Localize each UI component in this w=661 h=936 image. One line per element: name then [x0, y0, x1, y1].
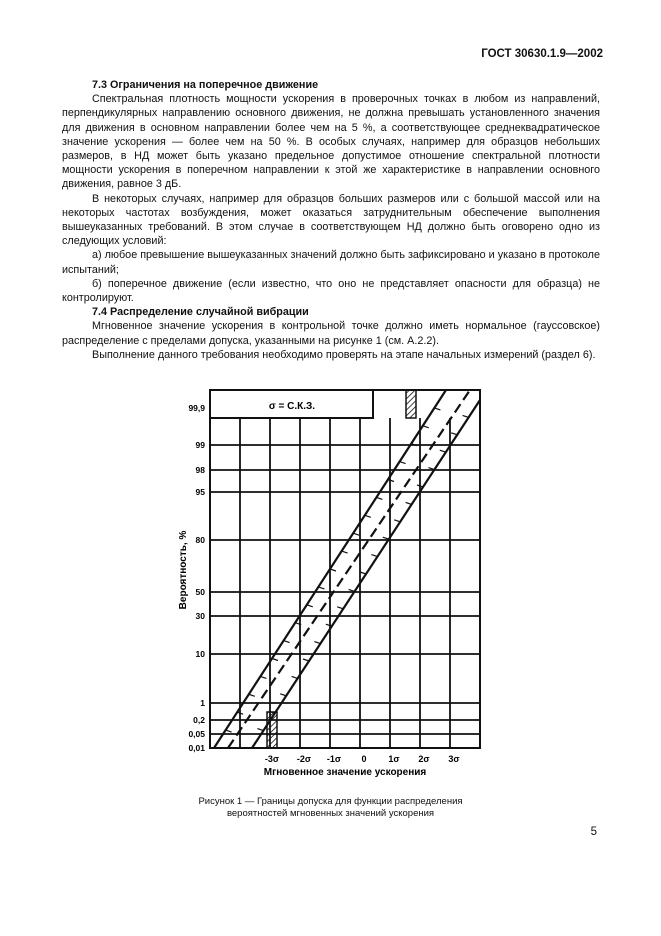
tolerance-tick [226, 730, 232, 732]
paragraph: б) поперечное движение (если известно, что оно не представляет опасности для образца) не контролируют. [62, 277, 600, 305]
y-tick-label: 99,9 [188, 403, 205, 413]
paragraph: а) любое превышение вышеуказанных значений должно быть зафиксировано и указано в протоколе испытаний; [62, 249, 600, 276]
x-tick-label: 3σ [448, 754, 460, 764]
tolerance-tick [337, 607, 343, 609]
tolerance-tick [423, 426, 429, 428]
caption-line: вероятностей мгновенных значений ускорения [226, 808, 435, 819]
y-tick-label: 10 [195, 649, 205, 659]
tolerance-tick [257, 729, 263, 731]
upper-limit-hatch [406, 390, 416, 418]
tolerance-tick [376, 497, 382, 499]
y-tick-label: 0,01 [188, 743, 205, 753]
x-tick-label: -1σ [326, 754, 342, 764]
x-tick-label: 1σ [388, 754, 400, 764]
tolerance-tick [371, 555, 377, 557]
paragraph: Выполнение данного требования необходимо проверять на этапе начальных измерений (раздел 6). [92, 348, 596, 361]
tolerance-tick [440, 450, 446, 452]
y-tick-label: 95 [195, 487, 205, 497]
tolerance-tick [303, 659, 309, 661]
tolerance-tick [292, 676, 298, 678]
figure-caption [0, 796, 661, 820]
tolerance-tick [463, 415, 469, 417]
caption-line: Рисунок 1 — Границы допуска для функции распределения [198, 796, 463, 807]
tolerance-tick [388, 480, 394, 482]
x-tick-label: 2σ [418, 754, 430, 764]
tolerance-tick [406, 502, 412, 504]
section-heading: 7.3 Ограничения на поперечное движение [92, 79, 319, 91]
y-tick-label: 80 [195, 535, 205, 545]
body-text [62, 78, 600, 362]
tolerance-tick [318, 587, 324, 589]
x-tick-labels [265, 754, 460, 764]
tolerance-tick [260, 676, 266, 678]
tolerance-tick [284, 641, 290, 643]
x-axis-label: Мгновенное значение ускорения [263, 767, 427, 778]
y-tick-label: 1 [200, 698, 205, 708]
x-tick-label: -2σ [296, 754, 312, 764]
tolerance-tick [451, 433, 457, 435]
tolerance-tick [383, 537, 389, 539]
probability-chart [170, 380, 490, 790]
paragraph: Спектральная плотность мощности ускорения в проверочных точках в любом из направлений, перпендикулярных направлению основного движения, не должна превышать установленного значения для движения в основном направлении более чем на 5 %, а соответствующее среднеквадратическое значение ускорения — более чем на 50 %. В особых случаях, например для образцов небольших размеров, в НД может быть указано предельное допустимое отношение спектральной плотности мощности ускорения в поперечном направлении к этой же характеристике в направлении основного движения, равное 3 дБ. [62, 93, 600, 191]
y-tick-label: 98 [195, 465, 205, 475]
figure-1 [170, 380, 490, 790]
tolerance-tick [365, 515, 371, 517]
tolerance-lines [214, 390, 480, 748]
grid [210, 418, 480, 748]
page-number: 5 [590, 826, 597, 838]
y-tick-label: 30 [195, 611, 205, 621]
tolerance-tick [314, 642, 320, 644]
tolerance-tick [434, 408, 440, 410]
tolerance-tick [400, 462, 406, 464]
y-tick-label: 99 [195, 440, 205, 450]
paragraph: Мгновенное значение ускорения в контрольной точке должно иметь нормальное (гауссовское) распределение с пределами допуска, указанными на рисунке 1 (см. А.2.2). [62, 320, 600, 347]
tolerance-tick [394, 520, 400, 522]
tolerance-tick [280, 694, 286, 696]
x-tick-label: -3σ [264, 754, 280, 764]
y-tick-label: 0,05 [188, 729, 205, 739]
y-axis-label: Вероятность, % [178, 530, 189, 610]
y-tick-label: 0,2 [193, 715, 205, 725]
paragraph: В некоторых случаях, например для образцов больших размеров или с большой массой или на некоторых частотах возбуждения, может оказаться затруднительным обеспечение выполнения вышеуказанных требований. В этом случае в соответствующем НД должно быть оговорено одно из следующих условий: [62, 192, 600, 248]
tolerance-tick [249, 694, 255, 696]
tolerance-tick [342, 551, 348, 553]
section-heading: 7.4 Распределение случайной вибрации [92, 306, 309, 319]
tolerance-tick [307, 605, 313, 607]
y-tick-labels [188, 403, 205, 753]
x-tick-label: 0 [361, 754, 367, 764]
document-header: ГОСТ 30630.1.9—2002 [481, 48, 603, 60]
tolerance-tick [272, 659, 278, 661]
legend-text: σ = С.К.З. [268, 401, 316, 412]
ideal-distribution-line [228, 390, 470, 748]
tolerance-tick [353, 533, 359, 535]
y-tick-label: 50 [195, 587, 205, 597]
